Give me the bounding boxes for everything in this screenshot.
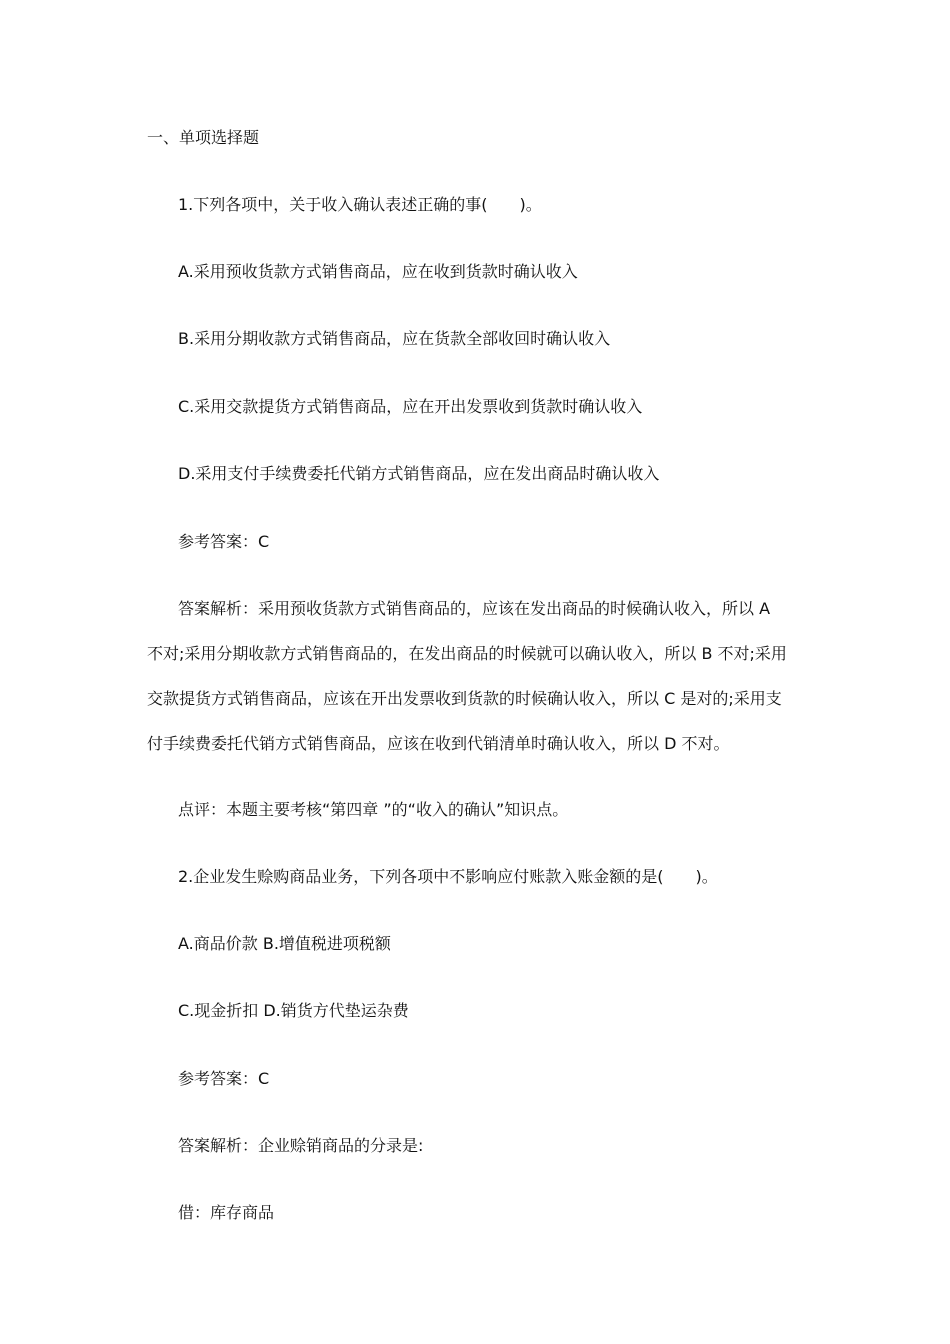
question-1-analysis-line-1: 答案解析：采用预收货款方式销售商品的，应该在发出商品的时候确认收入，所以 A: [178, 599, 771, 618]
question-1-option-c: C.采用交款提货方式销售商品，应在开出发票收到货款时确认收入: [178, 397, 643, 416]
question-2-analysis: 答案解析：企业赊销商品的分录是:: [178, 1136, 424, 1155]
question-2-answer: 参考答案：C: [178, 1069, 270, 1088]
question-1-analysis-line-4: 付手续费委托代销方式销售商品，应该在收到代销清单时确认收入，所以 D 不对。: [147, 734, 730, 753]
question-2-entry-debit: 借：库存商品: [178, 1203, 275, 1222]
question-1-answer: 参考答案：C: [178, 532, 270, 551]
question-1-option-d: D.采用支付手续费委托代销方式销售商品，应在发出商品时确认收入: [178, 464, 660, 483]
question-2-text: 2.企业发生赊购商品业务，下列各项中不影响应付账款入账金额的是( )。: [178, 867, 718, 886]
question-1-analysis-line-3: 交款提货方式销售商品，应该在开出发票收到货款的时候确认收入，所以 C 是对的;采用支: [147, 689, 782, 708]
question-2-options-cd: C.现金折扣 D.销货方代垫运杂费: [178, 1001, 409, 1020]
question-1-option-b: B.采用分期收款方式销售商品，应在货款全部收回时确认收入: [178, 329, 611, 348]
section-heading: 一、单项选择题: [147, 128, 260, 147]
question-1-analysis-line-2: 不对;采用分期收款方式销售商品的，在发出商品的时候就可以确认收入，所以 B 不对;采用: [147, 644, 787, 663]
question-1-comment: 点评：本题主要考核“第四章 ”的“收入的确认”知识点。: [178, 800, 569, 819]
question-1-option-a: A.采用预收货款方式销售商品，应在收到货款时确认收入: [178, 262, 578, 281]
question-1-text: 1.下列各项中，关于收入确认表述正确的事( )。: [178, 195, 542, 214]
question-2-options-ab: A.商品价款 B.增值税进项税额: [178, 934, 391, 953]
